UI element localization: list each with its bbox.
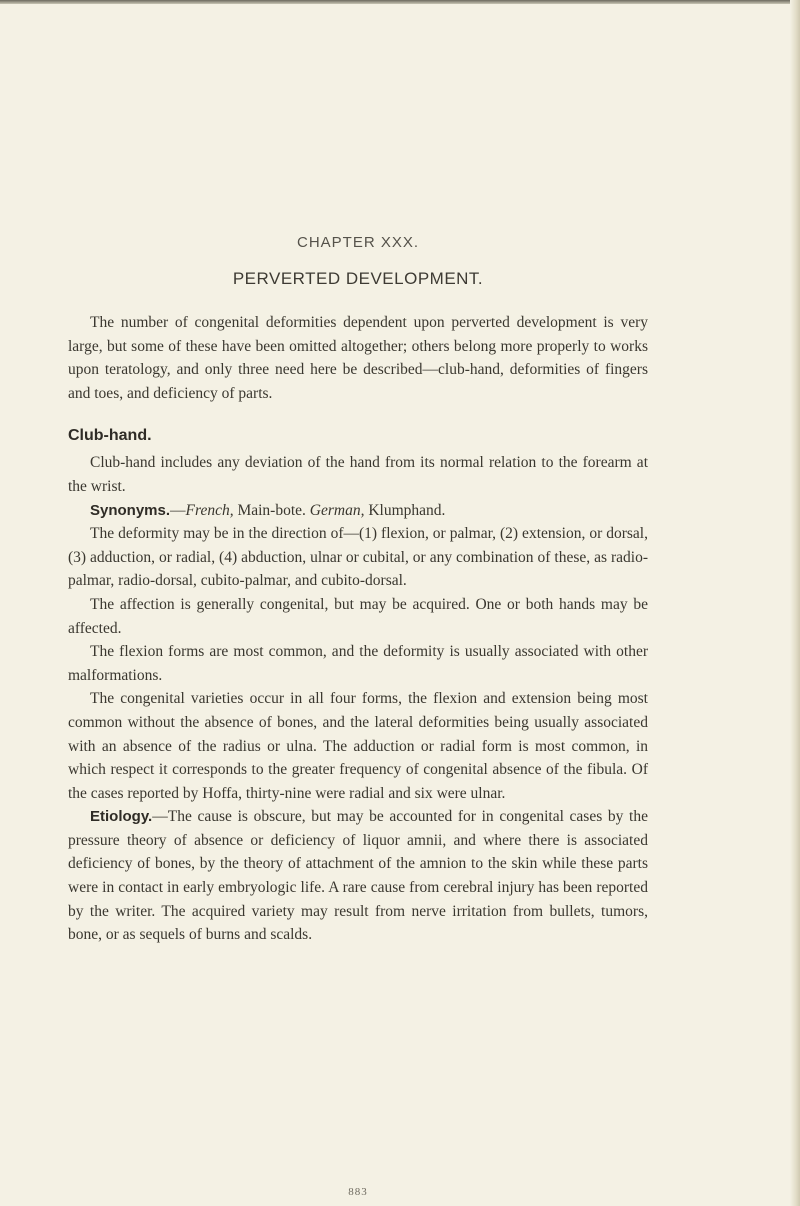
synonym-term-german: Klumphand. (364, 501, 446, 519)
synonym-language-german: German, (309, 501, 365, 519)
chapter-label: CHAPTER XXX. (296, 234, 420, 251)
intro-paragraph: The number of congenital deformities dependent upon perverted development is very large, but some of these have been omitted altogether; others belong more properly to works upon teratology, and only three need here be described—club-hand, deformities of fingers and toes, and deficiency of parts. (68, 314, 648, 402)
varieties-paragraph: The congenital varieties occur in all four forms, the flexion and extension being most common without the absence of bones, and the lateral deformities being usually associated with an absence of the radius or ulna. The adduction or radial form is most common, in which respect it corresponds to the greater frequency of congenital absence of the fibula. Of the cases reported by Hoffa, thirty-nine were radial and six were ulnar. (68, 690, 648, 802)
chapter-title: PERVERTED DEVELOPMENT. (232, 269, 484, 288)
synonyms-dash: — (170, 501, 186, 519)
direction-paragraph: The deformity may be in the direction of—(1) flexion, or palmar, (2) extension, or dorsal, (3) adduction, or radial, (4) abduction, ulnar or cubital, or any combination of these, as radio-palmar, radio-dorsal, cubito-palmar, and cubito-dorsal. (68, 525, 648, 590)
page-top-edge (0, 0, 800, 4)
synonyms-label: Synonyms. (90, 501, 171, 519)
etiology-paragraph (68, 805, 648, 947)
synonym-term-french: Main-bote. (233, 501, 310, 519)
book-page (68, 234, 648, 1198)
synonym-language-french: French, (185, 501, 234, 519)
flexion-paragraph: The flexion forms are most common, and the deformity is usually associated with other malformations. (68, 643, 648, 684)
definition-paragraph: Club-hand includes any deviation of the hand from its normal relation to the forearm at the wrist. (68, 454, 648, 495)
section-heading-club-hand: Club-hand. (68, 427, 152, 445)
etiology-text: —The cause is obscure, but may be accounted for in congenital cases by the pressure theory of absence or deficiency of liquor amnii, and where there is associated deficiency of bones, by the theory of attachment of the amnion to the skin while these parts were in contact in early embryologic life. A rare cause from cerebral injury has been reported by the writer. The acquired variety may result from nerve irritation from bullets, tumors, bone, or as sequels of burns and scalds. (68, 808, 648, 944)
affection-paragraph: The affection is generally congenital, but may be acquired. One or both hands may be affected. (68, 595, 648, 637)
page-number: 883 (348, 1186, 368, 1198)
page-right-edge (790, 0, 800, 1206)
synonyms-paragraph (68, 499, 648, 523)
etiology-label: Etiology. (90, 808, 153, 826)
